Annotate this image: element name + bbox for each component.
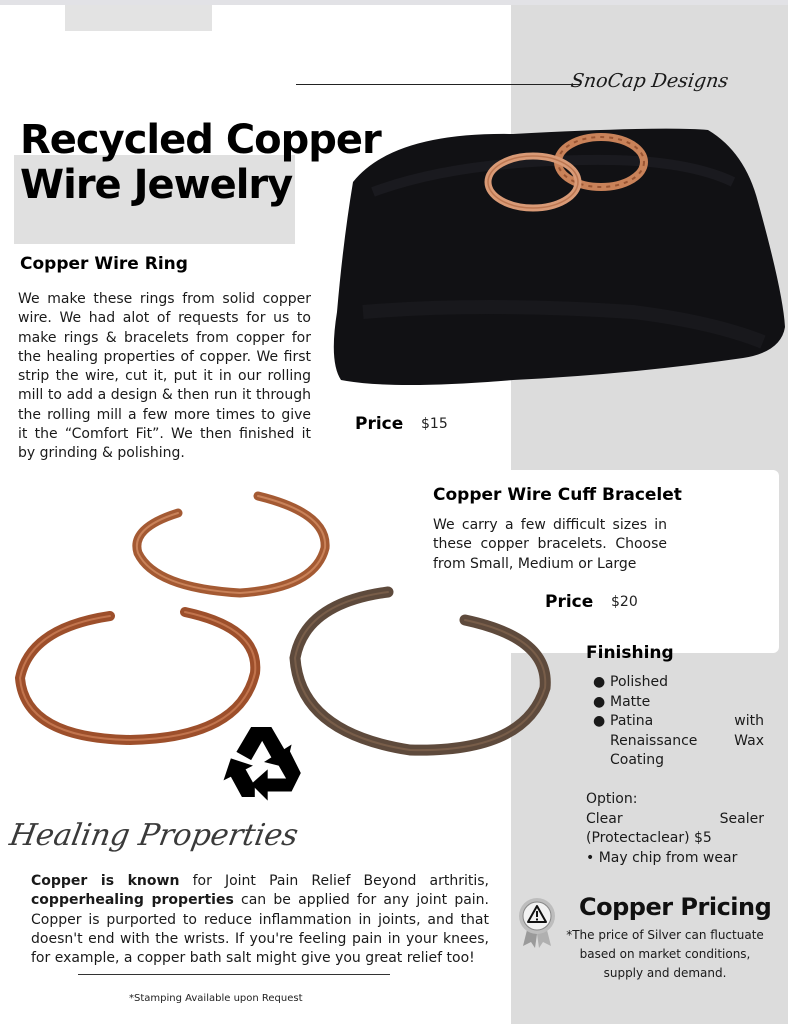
- option-text: Clear Sealer (Protectaclear) $5: [586, 810, 764, 846]
- cuff-bracelet-right: [295, 592, 545, 750]
- bracelet-price-value: $20: [611, 594, 638, 610]
- pricing-heading: Copper Pricing: [579, 893, 772, 921]
- ring-price-value: $15: [421, 416, 448, 432]
- bullet-icon: ●: [593, 674, 606, 690]
- ring-price-label: Price: [355, 414, 404, 434]
- stamping-note: *Stamping Available upon Request: [129, 993, 303, 1004]
- recycle-icon: [218, 716, 310, 808]
- warning-badge-icon: [517, 896, 557, 948]
- brand-rule: [296, 84, 581, 85]
- top-accent-block: [65, 5, 212, 31]
- bullet-icon: ●: [593, 693, 606, 710]
- divider: [78, 974, 390, 975]
- finishing-option: [586, 790, 764, 868]
- healing-bold-2: copperhealing properties: [31, 892, 234, 909]
- option-note: • May chip from wear: [586, 849, 738, 866]
- healing-heading: Healing Properties: [6, 818, 301, 853]
- healing-text: Copper is known for Joint Pain Relief Beyond arthritis, copperhealing properties can be applied for any joint pain. Copper is purported to reduce inflammation in joints, and that doesn't end with the wrists. If you're feeling pain in your knees, for example, a copper bath salt might give you great relief too!: [31, 873, 490, 967]
- list-item: ● Polished: [588, 673, 764, 693]
- page-title: Recycled Copper Wire Jewelry: [20, 117, 381, 208]
- option-label: Option:: [586, 791, 638, 807]
- bracelet-description: We carry a few difficult sizes in these copper bracelets. Choose from Small, Medium or Large: [433, 517, 667, 572]
- finishing-list: [588, 673, 764, 771]
- finishing-heading: Finishing: [586, 643, 674, 663]
- list-item: ● Matte: [588, 693, 764, 713]
- bracelet-heading: Copper Wire Cuff Bracelet: [433, 485, 682, 505]
- healing-bold-1: Copper is known: [31, 873, 180, 889]
- ring-heading: Copper Wire Ring: [20, 254, 188, 274]
- ring-description: We make these rings from solid copper wire. We had alot of requests for us to make rings & bracelets from copper for the healing properties of copper. We first strip the wire, cut it, put it in our rolling mill to add a design & then run it through the rolling mill a few more times to give it the “Comfort Fit”. We then finished it by grinding & polishing.: [18, 291, 311, 462]
- list-item: ● Patina with Renaissance Wax Coating: [593, 713, 764, 768]
- pricing-note: *The price of Silver can fluctuate based on market conditions, supply and demand.: [566, 928, 764, 980]
- brand-logo: SnoCap Designs: [569, 70, 730, 92]
- ring-photo: [333, 112, 785, 402]
- bracelet-price-label: Price: [545, 592, 594, 612]
- bullet-icon: ●: [593, 713, 606, 729]
